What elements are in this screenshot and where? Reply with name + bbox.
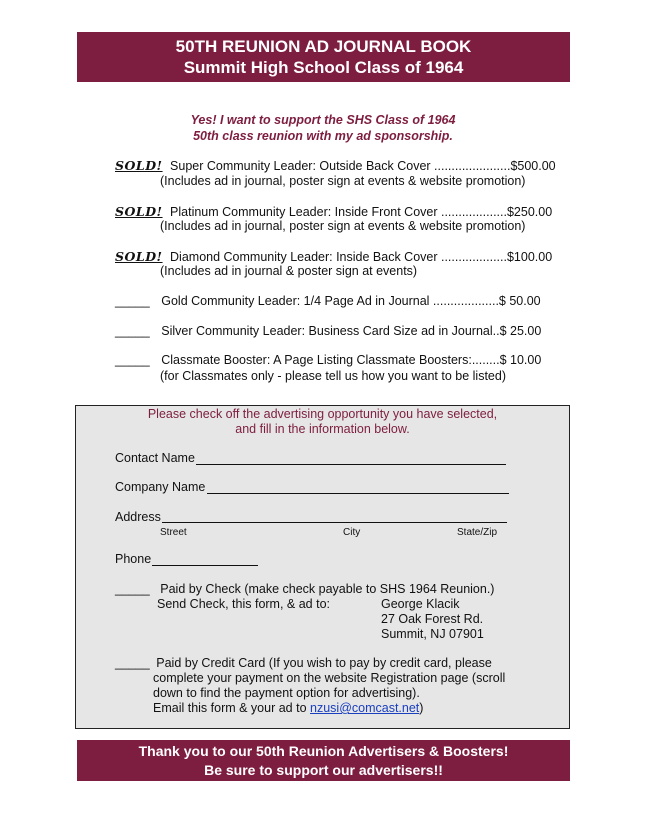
card-line4-prefix: Email this form & your ad to — [153, 701, 311, 715]
footer-line2: Be sure to support our advertisers!! — [204, 762, 443, 778]
option-text: Diamond Community Leader: Inside Back Cover ...................$100.00 — [170, 250, 553, 264]
company-name-field[interactable] — [207, 493, 509, 494]
option-text: Classmate Booster: A Page Listing Classmate Boosters:........$ 10.00 — [161, 353, 542, 367]
check-line1: Paid by Check (make check payable to SHS 1964 Reunion.) — [160, 582, 495, 596]
email-link[interactable]: nzusi@comcast.net — [310, 701, 420, 715]
option-platinum — [115, 204, 552, 220]
option-super — [115, 158, 556, 174]
form-instruction-line2: and fill in the information below. — [235, 422, 410, 436]
address-label: Address — [115, 510, 161, 524]
card-checkbox-blank[interactable]: _____ — [115, 656, 150, 670]
header-banner — [77, 32, 570, 82]
phone-field[interactable] — [152, 565, 258, 566]
address-field[interactable] — [162, 522, 507, 523]
checkbox-blank[interactable]: _____ — [115, 353, 150, 367]
card-line3: down to find the payment option for advertising). — [153, 686, 420, 700]
address-street-caption: Street — [160, 527, 187, 538]
footer-banner — [77, 740, 570, 781]
footer-line1: Thank you to our 50th Reunion Advertisers & Boosters! — [138, 743, 509, 759]
checkbox-blank[interactable]: _____ — [115, 294, 150, 308]
card-line1: Paid by Credit Card (If you wish to pay by credit card, please — [156, 656, 492, 670]
card-option — [115, 656, 492, 670]
card-line4-suffix: ) — [419, 701, 424, 715]
header-title-line2: Summit High School Class of 1964 — [183, 58, 464, 77]
mail-to-name: George Klacik — [381, 597, 460, 611]
check-line2: Send Check, this form, & ad to: — [157, 597, 330, 611]
intro-line1: Yes! I want to support the SHS Class of 1964 — [190, 113, 456, 127]
contact-name-label: Contact Name — [115, 451, 195, 465]
header-title-line1: 50TH REUNION AD JOURNAL BOOK — [175, 37, 472, 56]
contact-name-field[interactable] — [196, 464, 506, 465]
option-note: (Includes ad in journal, poster sign at events & website promotion) — [160, 219, 526, 233]
option-text: Super Community Leader: Outside Back Cover ......................$500.00 — [170, 159, 556, 173]
card-line2: complete your payment on the website Registration page (scroll — [153, 671, 506, 685]
address-city-caption: City — [343, 527, 361, 538]
address-statezip-caption: State/Zip — [457, 527, 498, 538]
option-note: (for Classmates only - please tell us how you want to be listed) — [160, 369, 506, 383]
option-text: Gold Community Leader: 1/4 Page Ad in Journal ...................$ 50.00 — [161, 294, 541, 308]
mail-to-street: 27 Oak Forest Rd. — [381, 612, 484, 626]
mail-to-city: Summit, NJ 07901 — [381, 627, 484, 641]
form-instruction — [75, 407, 570, 437]
company-name-label: Company Name — [115, 480, 206, 494]
option-diamond — [115, 249, 552, 265]
option-text: Silver Community Leader: Business Card Size ad in Journal..$ 25.00 — [161, 324, 542, 338]
option-text: Platinum Community Leader: Inside Front Cover ...................$250.00 — [170, 205, 553, 219]
option-note: (Includes ad in journal & poster sign at events) — [160, 264, 418, 278]
check-option — [115, 582, 494, 596]
intro-line2: 50th class reunion with my ad sponsorship. — [193, 129, 453, 143]
phone-label: Phone — [115, 552, 152, 566]
checkbox-blank[interactable]: _____ — [115, 324, 150, 338]
option-silver — [115, 324, 541, 339]
card-line4 — [153, 701, 423, 715]
option-gold — [115, 294, 541, 309]
option-booster — [115, 353, 541, 368]
check-checkbox-blank[interactable]: _____ — [115, 582, 150, 596]
form-instruction-line1: Please check off the advertising opportunity you have selected, — [147, 407, 498, 421]
sold-stamp: SOLD! — [115, 204, 163, 219]
intro-text — [0, 112, 646, 144]
option-note: (Includes ad in journal, poster sign at events & website promotion) — [160, 174, 526, 188]
sold-stamp: SOLD! — [115, 249, 163, 264]
sold-stamp: SOLD! — [115, 158, 163, 173]
